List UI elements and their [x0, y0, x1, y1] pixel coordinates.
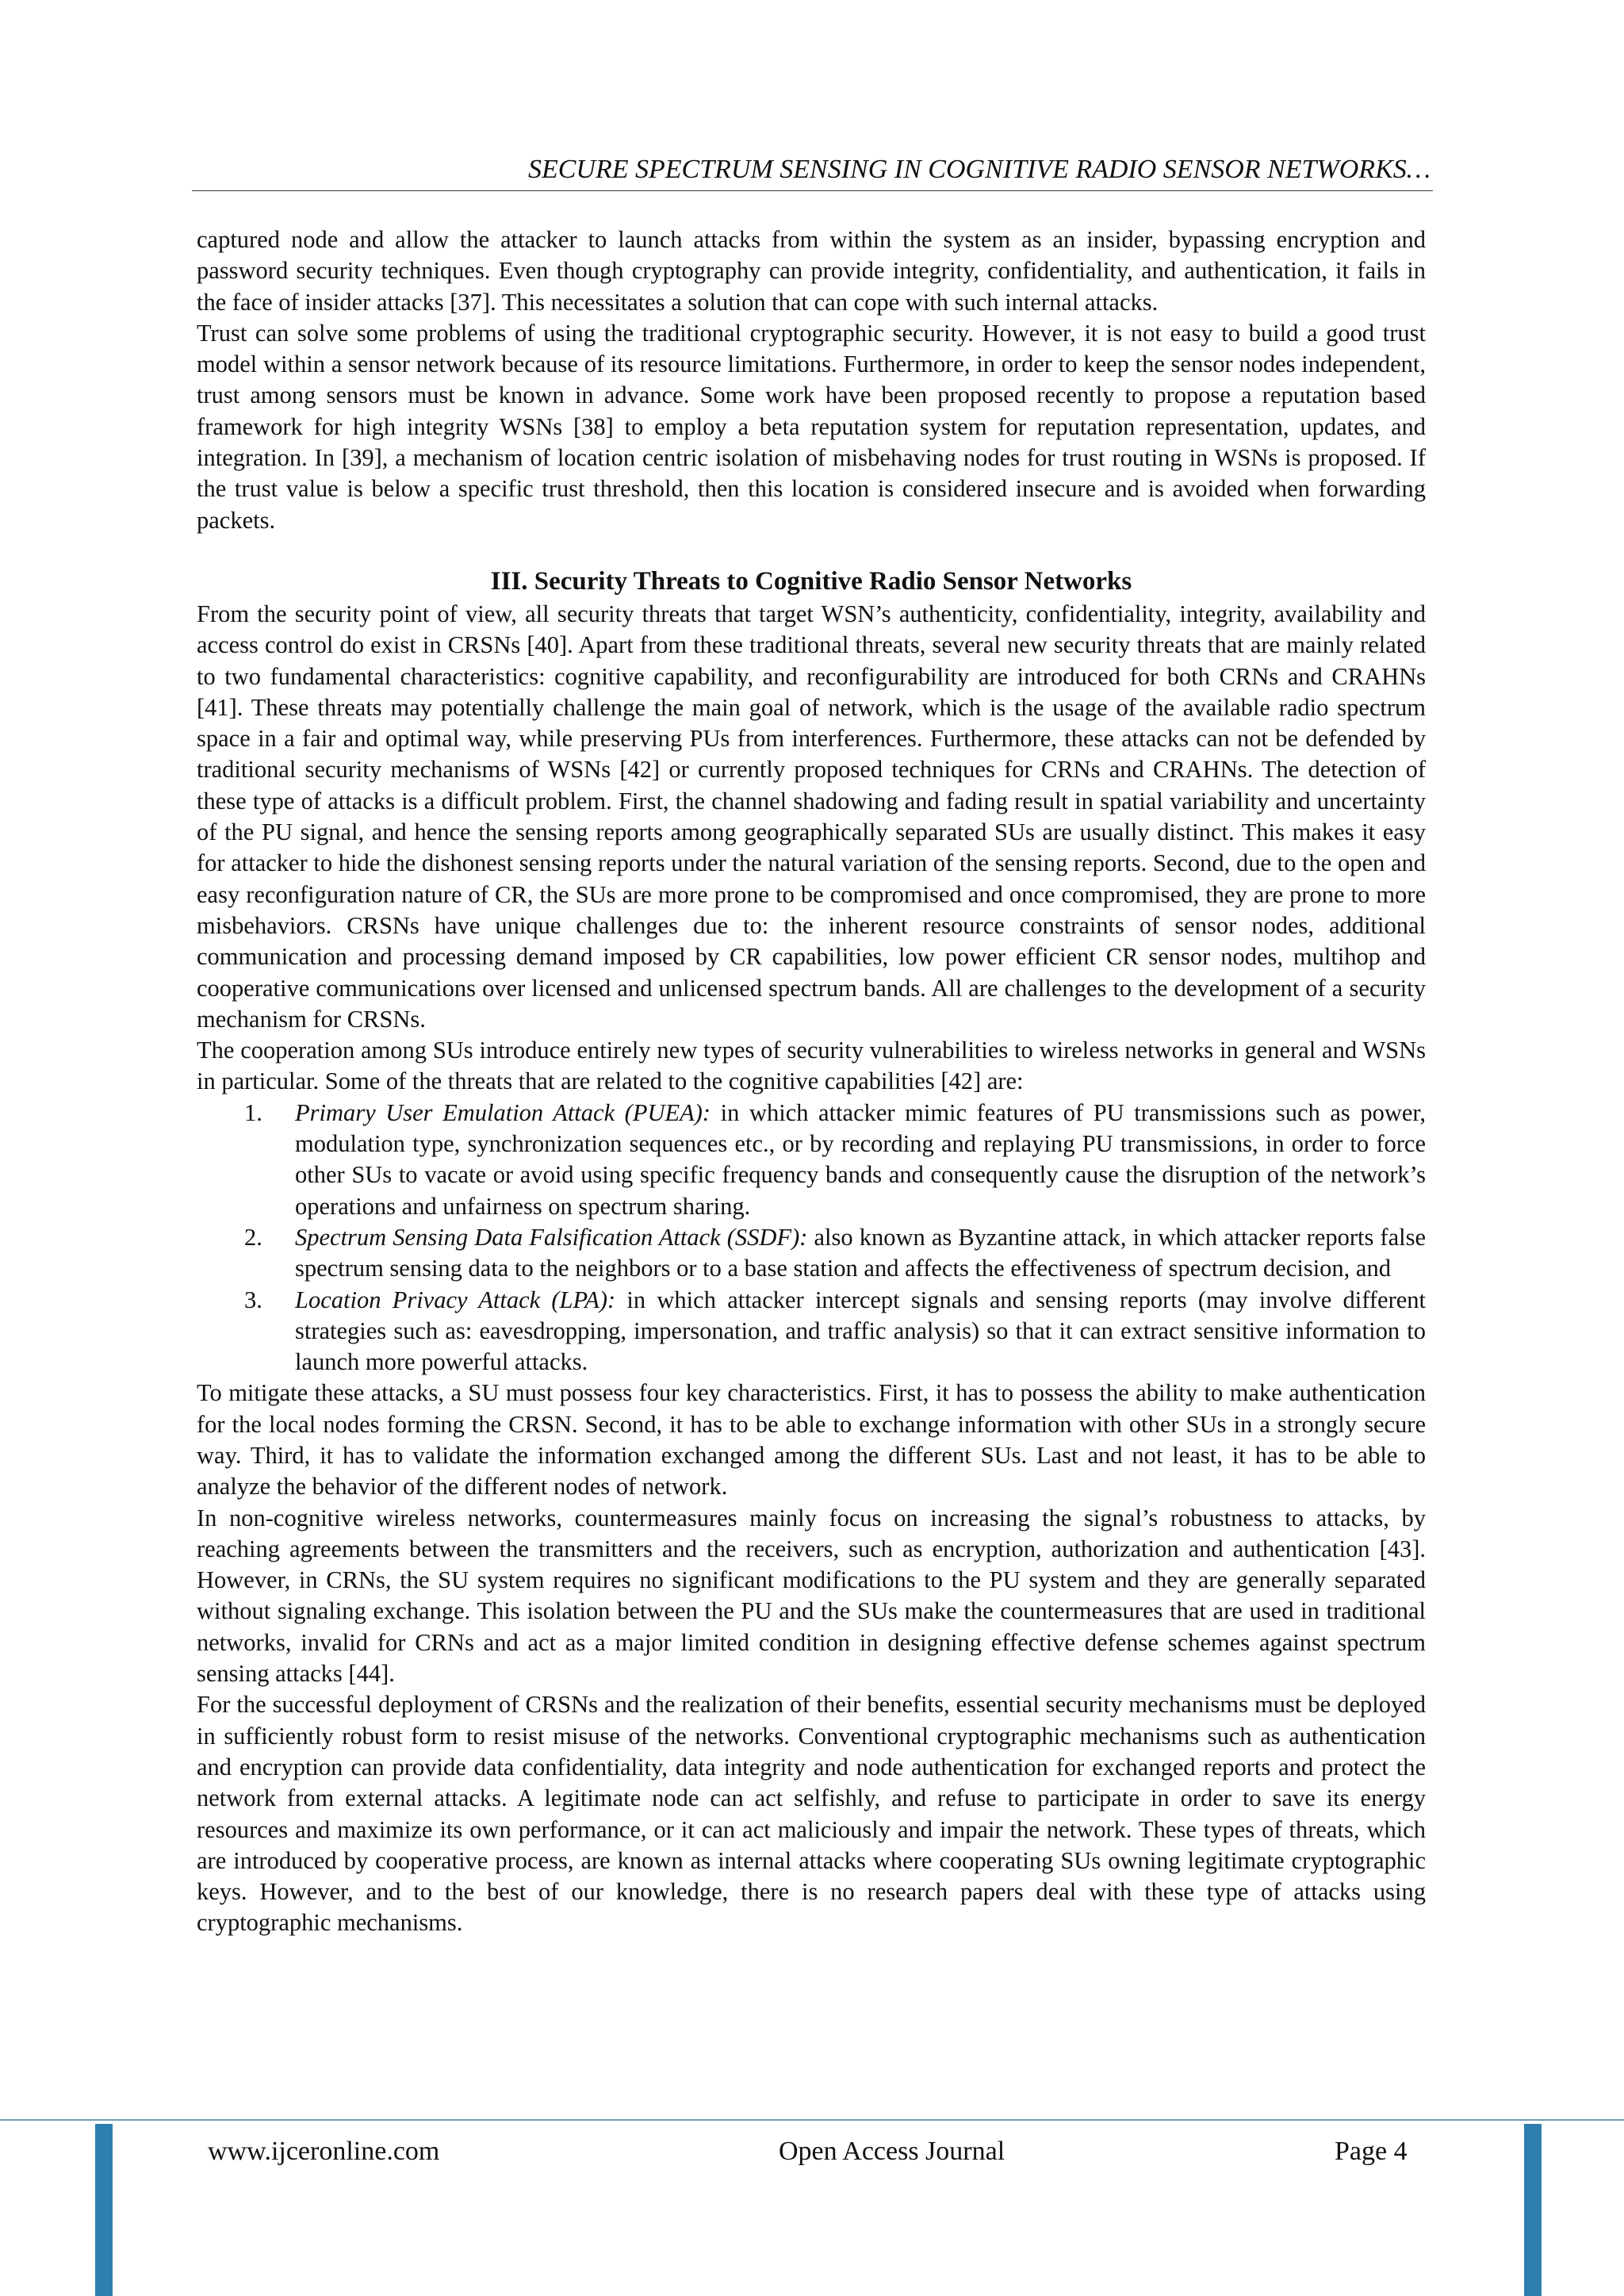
list-item-number: 3. [244, 1286, 262, 1313]
list-item-description: also known as Byzantine attack, in which attacker reports false spectrum sensing data to the neighbors or to a base station and affects the effectiveness of spectrum decision, and [295, 1223, 1427, 1282]
list-item [197, 1098, 1426, 1222]
list-item-description: in which attacker mimic features of PU transmissions such as power, modulation type, synchronization sequences etc., or by recording and replaying PU transmissions, in order to force other SUs to vacate or avoid using specific frequency bands and consequently cause the disruption of the network’s operations and unfairness on spectrum sharing. [295, 1098, 1426, 1220]
paragraph-security-threats: From the security point of view, all security threats that target WSN’s authenticity, confidentiality, integrity, availability and access control do exist in CRSNs [40]. Apart from these traditional threats, several new security threats that are mainly related to two fundamental characteristics: cognitive capability, and reconfigurability are introduced for both CRNs and CRAHNs [41]. These threats may potentially challenge the main goal of network, which is the usage of the available radio spectrum space in a fair and optimal way, while preserving PUs from interferences. Furthermore, these attacks can not be defended by traditional security mechanisms of WSNs [42] or currently proposed techniques for CRNs and CRAHNs. The detection of these type of attacks is a difficult problem. First, the channel shadowing and fading result in spatial variability and uncertainty of the PU signal, and hence the sensing reports among geographically separated SUs are usually distinct. This makes it easy for attacker to hide the dishonest sensing reports under the natural variation of the sensing reports. Second, due to the open and easy reconfiguration nature of CR, the SUs are more prone to be compromised and once compromised, they are prone to more misbehaviors. CRSNs have unique challenges due to: the inherent resource constraints of sensor nodes, additional communication and processing demand imposed by CR capabilities, low power efficient CR sensor nodes, multihop and cooperative communications over licensed and unlicensed spectrum bands. All are challenges to the development of a security mechanism for CRSNs. [197, 600, 1426, 1033]
list-item-number: 1. [244, 1098, 262, 1126]
running-title: SECURE SPECTRUM SENSING IN COGNITIVE RADIO SENSOR NETWORKS… [527, 155, 1431, 184]
list-item-term: Primary User Emulation Attack (PUEA): [295, 1098, 711, 1126]
list-item-term: Location Privacy Attack (LPA): [295, 1286, 616, 1313]
paragraph-mitigation: To mitigate these attacks, a SU must possess four key characteristics. First, it has to possess the ability to make authentication for the local nodes forming the CRSN. Second, it has to be able to exchange information with other SUs in a strongly secure way. Third, it has to validate the information exchanged among the different SUs. Last and not least, it has to be able to analyze the behavior of the different nodes of network. [197, 1379, 1426, 1501]
list-item [197, 1222, 1426, 1285]
footer-page-number: Page 4 [1335, 2137, 1408, 2166]
header-rule [192, 190, 1433, 191]
footer-bar-left [95, 2124, 113, 2296]
footer-rule [0, 2119, 1624, 2121]
list-item-description: in which attacker intercept signals and sensing reports (may involve different strategies such as: eavesdropping, impersonation, and traffic analysis) so that it can extract sensitive information to launch more powerful attacks. [295, 1286, 1426, 1376]
paragraph-cooperation: The cooperation among SUs introduce entirely new types of security vulnerabilities to wireless networks in general and WSNs in particular. Some of the threats that are related to the cognitive capabilities [42] are: [197, 1037, 1426, 1095]
footer-bar-right [1524, 2124, 1542, 2296]
list-item-number: 2. [244, 1223, 262, 1251]
list-item-term: Spectrum Sensing Data Falsification Attack (SSDF): [295, 1223, 808, 1251]
list-item [197, 1285, 1426, 1378]
article-body [197, 224, 1426, 1939]
paragraph-trust: Trust can solve some problems of using the traditional cryptographic security. However, it is not easy to build a good trust model within a sensor network because of its resource limitations. Furthermore, in order to keep the sensor nodes independent, trust among sensors must be known in advance. Some work have been proposed recently to propose a reputation based framework for high integrity WSNs [38] to employ a beta reputation system for reputation representation, updates, and integration. In [39], a mechanism of location centric isolation of misbehaving nodes for trust routing in WSNs is proposed. If the trust value is below a specific trust threshold, then this location is considered insecure and is avoided when forwarding packets. [197, 319, 1426, 534]
paragraph-insider-attacks: captured node and allow the attacker to launch attacks from within the system as an insider, bypassing encryption and password security techniques. Even though cryptography can provide integrity, confidentiality, and authentication, it fails in the face of insider attacks [37]. This necessitates a solution that can cope with such internal attacks. [197, 226, 1426, 316]
footer-website: www.ijceronline.com [208, 2137, 440, 2166]
threat-list [197, 1098, 1426, 1378]
paragraph-countermeasures: In non-cognitive wireless networks, countermeasures mainly focus on increasing the signal’s robustness to attacks, by reaching agreements between the transmitters and the receivers, such as encryption, authorization and authentication [43]. However, in CRNs, the SU system requires no significant modifications to the PU system and they are generally separated without signaling exchange. This isolation between the PU and the SUs make the countermeasures that are used in traditional networks, invalid for CRNs and act as a major limited condition in designing effective defense schemes against spectrum sensing attacks [44]. [197, 1504, 1426, 1688]
section-heading: III. Security Threats to Cognitive Radio Sensor Networks [490, 566, 1132, 596]
paragraph-deployment: For the successful deployment of CRSNs and the realization of their benefits, essential security mechanisms must be deployed in sufficiently robust form to resist misuse of the networks. Conventional cryptographic mechanisms such as authentication and encryption can provide data confidentiality, data integrity and node authentication for exchanged reports and protect the network from external attacks. A legitimate node can act selfishly, and refuse to participate in order to save its energy resources and maximize its own performance, or it can act maliciously and impair the network. These types of threats, which are introduced by cooperative process, are known as internal attacks where cooperating SUs owning legitimate cryptographic keys. However, and to the best of our knowledge, there is no research papers deal with these type of attacks using cryptographic mechanisms. [197, 1691, 1426, 1937]
footer-journal: Open Access Journal [779, 2137, 1005, 2166]
